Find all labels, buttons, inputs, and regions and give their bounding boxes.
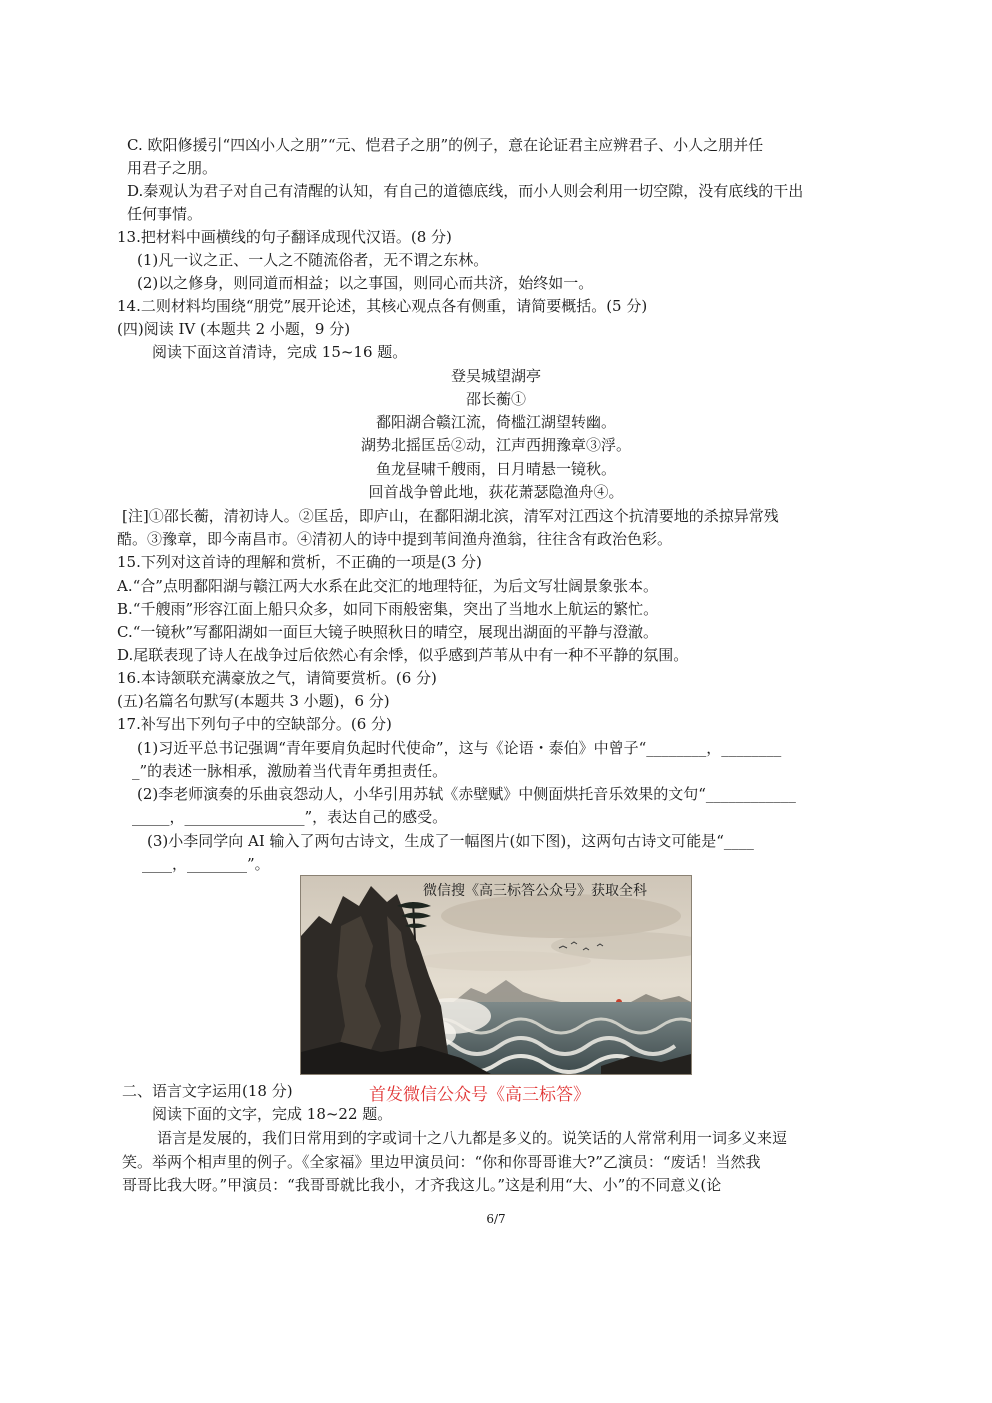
option-d-line-2: 任何事情。 <box>127 205 203 223</box>
question-17-item-2-line-2: _____，________________”，表达自己的感受。 <box>132 808 448 826</box>
option-c-line-2: 用君子之朋。 <box>127 159 218 177</box>
question-17-item-3-line-1: (3)小李同学向 AI 输入了两句古诗文，生成了一幅图片(如下图)，这两句古诗文可能是“____ <box>147 832 754 850</box>
section-5-heading: (五)名篇名句默写(本题共 3 小题)，6 分) <box>117 692 390 710</box>
poem-line-1: 鄱阳湖合赣江流，倚槛江湖望转幽。 <box>375 413 616 431</box>
option-d-line-1: D.秦观认为君子对自己有清醒的认知，有自己的道德底线，而小人则会利用一切空隙，没有底线的干出 <box>127 182 804 200</box>
question-17-item-3-line-2: ____，________”。 <box>142 855 270 873</box>
passage-line-3: 哥哥比我大呀。”甲演员：“我哥哥就比我小，才齐我这儿。”这是利用“大、小”的不同意义(论 <box>122 1176 722 1194</box>
poem-note-line-1: [注]①邵长蘅，清初诗人。②匡岳，即庐山，在鄱阳湖北滨，清军对江西这个抗清要地的杀掠异常残 <box>122 507 779 525</box>
reading-instruction: 阅读下面这首清诗，完成 15~16 题。 <box>152 343 408 361</box>
question-13: 13.把材料中画横线的句子翻译成现代汉语。(8 分) <box>117 228 452 246</box>
question-17-item-2-line-1: (2)李老师演奏的乐曲哀怨动人，小华引用苏轼《赤壁赋》中侧面烘托音乐效果的文句“____________ <box>137 785 796 803</box>
question-15: 15.下列对这首诗的理解和赏析，不正确的一项是(3 分) <box>117 553 482 571</box>
question-15-option-a: A.“合”点明鄱阳湖与赣江两大水系在此交汇的地理特征，为后文写壮阔景象张本。 <box>117 577 658 595</box>
question-15-option-d: D.尾联表现了诗人在战争过后依然心有余悸，似乎感到芦苇从中有一种不平静的氛围。 <box>117 646 689 664</box>
question-13-item-2: (2)以之修身，则同道而相益；以之事国，则同心而共济，始终如一。 <box>137 274 594 292</box>
ink-painting-icon <box>301 876 691 1074</box>
question-17-item-1-line-1: (1)习近平总书记强调“青年要肩负起时代使命”，这与《论语・泰伯》中曾子“________，________ <box>137 739 782 757</box>
option-c-line-1: C. 欧阳修援引“四凶小人之朋”“元、恺君子之朋”的例子，意在论证君主应辨君子、小人之朋并任 <box>127 136 764 154</box>
ai-landscape-image <box>300 875 692 1075</box>
poem-author: 邵长蘅① <box>465 390 526 408</box>
watermark-top: 微信搜《高三标答公众号》获取全科 <box>423 883 647 899</box>
question-15-option-b: B.“千艘雨”形容江面上船只众多，如同下雨般密集，突出了当地水上航运的繁忙。 <box>117 600 659 618</box>
question-17: 17.补写出下列句子中的空缺部分。(6 分) <box>117 715 392 733</box>
question-15-option-c: C.“一镜秋”写鄱阳湖如一面巨大镜子映照秋日的晴空，展现出湖面的平静与澄澈。 <box>117 623 659 641</box>
poem-title: 登吴城望湖亭 <box>450 367 541 385</box>
question-13-item-1: (1)凡一议之正、一人之不随流俗者，无不谓之东林。 <box>137 251 489 269</box>
poem-line-2: 湖势北摇匡岳②动，江声西拥豫章③浮。 <box>360 436 631 454</box>
poem-line-3: 鱼龙昼啸千艘雨，日月晴悬一镜秋。 <box>375 460 616 478</box>
passage-line-2: 笑。举两个相声里的例子。《全家福》里边甲演员问：“你和你哥哥谁大?”乙演员：“废话！当然我 <box>122 1153 761 1171</box>
poem-note-line-2: 酷。③豫章，即今南昌市。④清初人的诗中提到苇间渔舟渔翁，往往含有政治色彩。 <box>117 530 673 548</box>
poem-line-4: 回首战争曾此地，荻花萧瑟隐渔舟④。 <box>368 483 624 501</box>
question-16: 16.本诗颔联充满豪放之气，请简要赏析。(6 分) <box>117 669 437 687</box>
page-number: 6/7 <box>486 1212 506 1226</box>
watermark-red: 首发微信公众号《高三标答》 <box>369 1085 590 1105</box>
question-17-item-1-line-2: _”的表述一脉相承，激励着当代青年勇担责任。 <box>132 762 448 780</box>
part-2-heading: 二、语言文字运用(18 分) <box>122 1082 293 1100</box>
part-2-instruction: 阅读下面的文字，完成 18~22 题。 <box>152 1105 393 1123</box>
question-14: 14.二则材料均围绕“朋党”展开论述，其核心观点各有侧重，请简要概括。(5 分) <box>117 297 648 315</box>
section-4-heading: (四)阅读 IV (本题共 2 小题，9 分) <box>117 320 351 338</box>
passage-line-1: 语言是发展的，我们日常用到的字或词十之八九都是多义的。说笑话的人常常利用一词多义来逗 <box>157 1129 788 1147</box>
